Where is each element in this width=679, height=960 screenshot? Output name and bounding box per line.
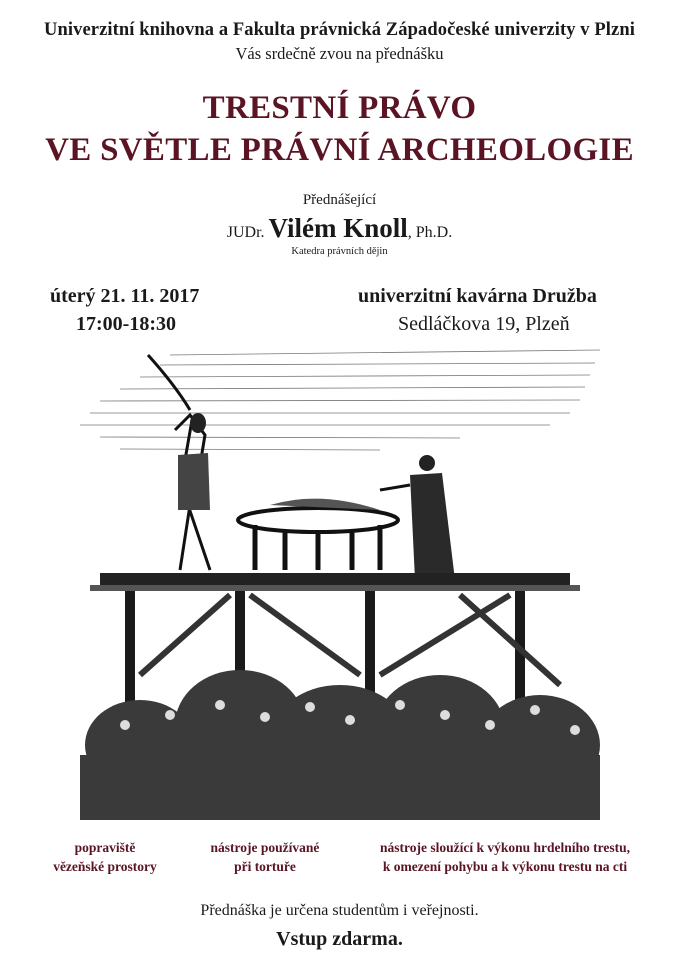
topic-item: k omezení pohybu a k výkonu trestu na cti (382, 859, 628, 874)
invitation-line: Vás srdečně zvou na přednášku (235, 44, 444, 63)
topic-column-3 (350, 838, 660, 876)
topic-column-1 (30, 838, 180, 876)
event-date: úterý 21. 11. 2017 (50, 285, 200, 307)
lecturer-department: Katedra právních dějin (291, 246, 388, 257)
lecturer-line (0, 213, 679, 244)
topic-item: nástroje používané (210, 840, 320, 855)
audience-note: Přednáška je určena studentům i veřejnosti. (200, 902, 479, 919)
topic-item: nástroje sloužící k výkonu hrdelního trestu, (379, 840, 631, 855)
organizers-line: Univerzitní knihovna a Fakulta právnická Západočeské univerzity v Plzni (44, 20, 635, 40)
title-line-2: VE SVĚTLE PRÁVNÍ ARCHEOLOGIE (45, 132, 634, 168)
lecturer-name: Vilém Knoll (268, 213, 408, 243)
event-time: 17:00-18:30 (76, 313, 176, 335)
topic-column-2 (190, 838, 340, 876)
topic-item: při tortuře (234, 859, 296, 874)
event-address: Sedláčkova 19, Plzeň (398, 313, 570, 335)
admission-note: Vstup zdarma. (276, 928, 403, 950)
lecturer-prefix: JUDr. (226, 224, 265, 241)
topic-item: vězeňské prostory (53, 859, 157, 874)
title-line-1: TRESTNÍ PRÁVO (202, 90, 477, 126)
topic-item: popraviště (74, 840, 136, 855)
lecturer-label: Přednášející (302, 192, 377, 208)
execution-scaffold-engraving-icon (80, 345, 600, 820)
lecturer-suffix: , Ph.D. (407, 224, 453, 241)
event-venue: univerzitní kavárna Družba (358, 285, 597, 307)
